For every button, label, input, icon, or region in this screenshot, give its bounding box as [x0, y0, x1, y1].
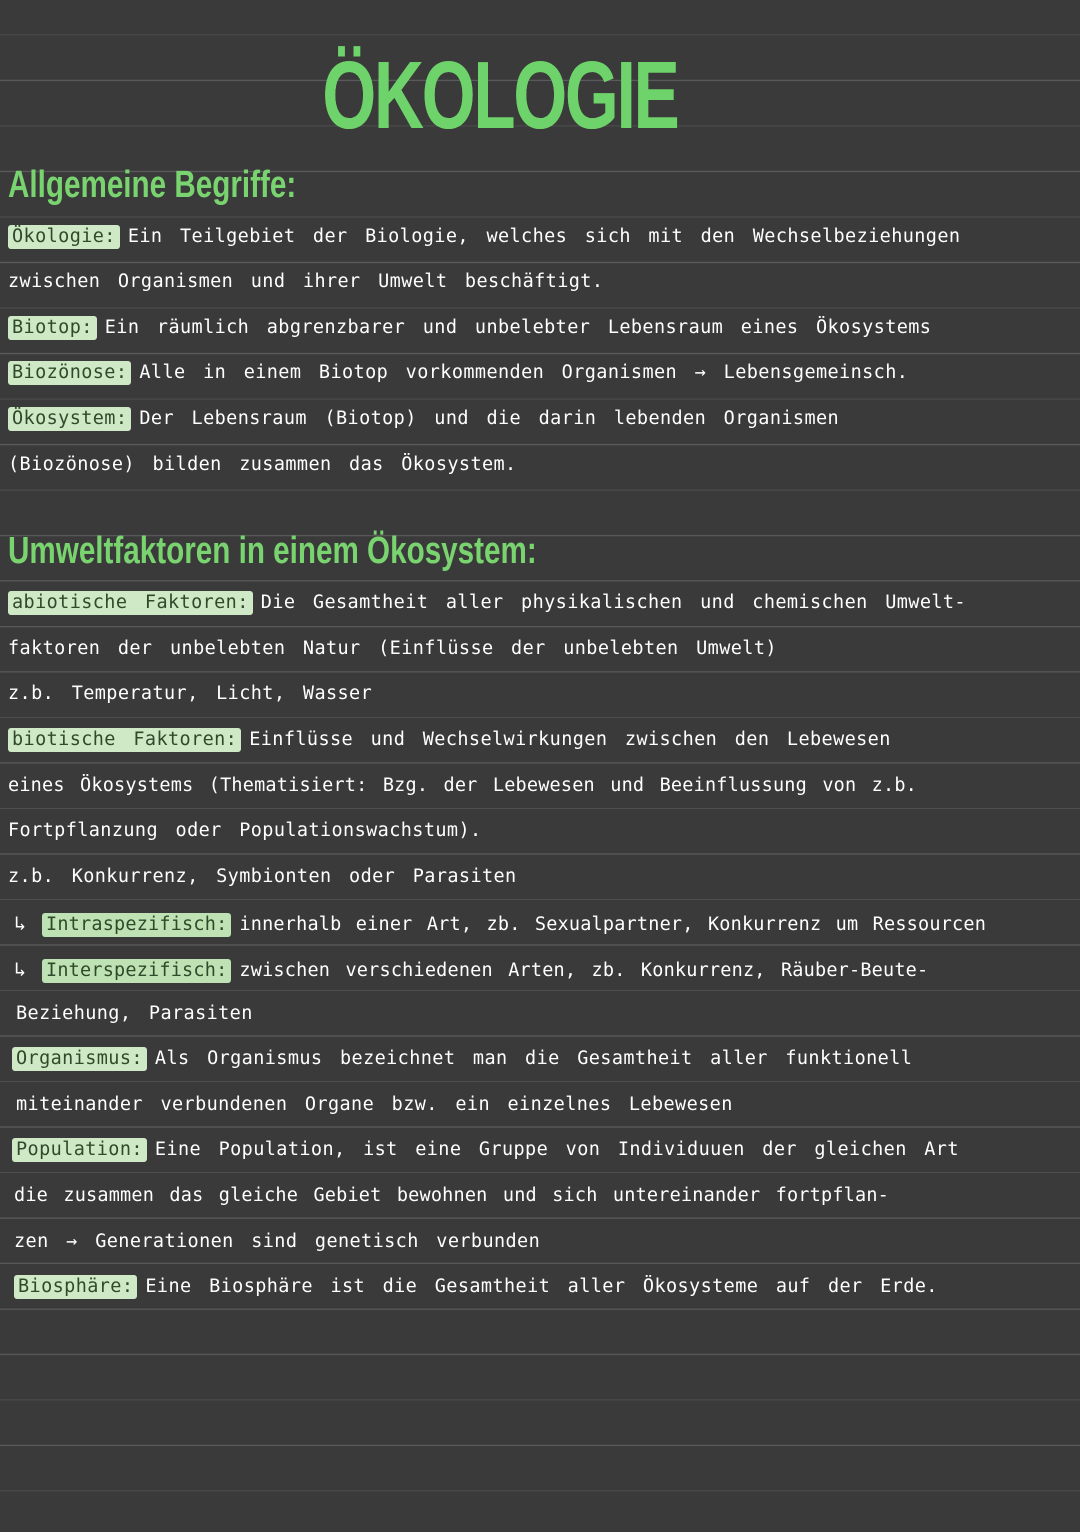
term-organismus: Organismus: [12, 1047, 147, 1071]
definition-text: Ein Teilgebiet der Biologie, welches sich mit den Wechselbeziehungen [127, 226, 961, 247]
term-biotische-faktoren: biotische Faktoren: [8, 728, 241, 752]
sub-arrow-icon: ↳ [14, 957, 27, 981]
definition-text: die zusammen das gleiche Gebiet bewohnen und sich untereinander fortpflan- [14, 1185, 890, 1206]
page-title: ÖKOLOGIE [322, 42, 678, 149]
definition-text: Ein räumlich abgrenzbarer und unbelebter Lebensraum eines Ökosystems [104, 317, 932, 338]
heading-allgemeine-begriffe: Allgemeine Begriffe: [8, 164, 297, 206]
term-population: Population: [12, 1138, 147, 1162]
definition-organismus-line-1 [12, 1050, 1066, 1069]
definition-population-line-3 [14, 1233, 1066, 1252]
definition-population-line-2 [14, 1187, 1066, 1206]
definition-text: Als Organismus bezeichnet man die Gesamtheit aller funktionell [154, 1048, 913, 1069]
definition-text: eines Ökosystems (Thematisiert: Bzg. der Lebewesen und Beeinflussung von z.b. [8, 775, 918, 796]
definition-text: zwischen verschiedenen Arten, zb. Konkurrenz, Räuber-Beute- [239, 960, 929, 981]
definition-population-line-1 [12, 1141, 1066, 1160]
term-intraspezifisch: Intraspezifisch: [42, 913, 231, 937]
example-text: z.b. Temperatur, Licht, Wasser [8, 683, 373, 704]
definition-text: Eine Population, ist eine Gruppe von Individuuen der gleichen Art [154, 1139, 959, 1160]
definition-biotisch-line-1 [8, 731, 1066, 750]
definition-interspezifisch-line-2 [16, 1005, 1066, 1024]
definition-text: Fortpflanzung oder Populationswachstum). [8, 820, 482, 841]
definition-text: zen → Generationen sind genetisch verbunden [14, 1231, 541, 1252]
definition-biotop [8, 319, 1066, 338]
term-oekologie: Ökologie: [8, 225, 120, 249]
definition-biotisch-line-4 [8, 868, 1066, 887]
term-abiotische-faktoren: abiotische Faktoren: [8, 591, 253, 615]
definition-biosphaere [14, 1278, 1066, 1297]
definition-text: Alle in einem Biotop vorkommenden Organismen → Lebensgemeinsch. [139, 362, 909, 383]
definition-text: Der Lebensraum (Biotop) und die darin lebenden Organismen [139, 408, 840, 429]
definition-text: miteinander verbundenen Organe bzw. ein einzelnes Lebewesen [16, 1094, 733, 1115]
definition-organismus-line-2 [16, 1096, 1066, 1115]
definition-interspezifisch-line-1 [14, 959, 1066, 981]
definition-text: Eine Biosphäre ist die Gesamtheit aller Ökosysteme auf der Erde. [145, 1276, 938, 1297]
definition-oekologie-line-2 [8, 273, 1066, 292]
term-biotop: Biotop: [8, 316, 97, 340]
definition-text: faktoren der unbelebten Natur (Einflüsse der unbelebten Umwelt) [8, 638, 777, 659]
definition-text: zwischen Organismen und ihrer Umwelt beschäftigt. [8, 271, 604, 292]
definition-abiotisch-line-3 [8, 685, 1066, 704]
definition-text: (Biozönose) bilden zusammen das Ökosystem. [8, 454, 517, 475]
definition-oekosystem-line-2 [8, 456, 1066, 475]
definition-oekologie-line-1 [8, 228, 1066, 247]
definition-text: Einflüsse und Wechselwirkungen zwischen den Lebewesen [249, 729, 891, 750]
term-biozoenose: Biozönose: [8, 361, 131, 385]
definition-biozoenose [8, 364, 1066, 383]
definition-text: Beziehung, Parasiten [16, 1003, 253, 1024]
definition-intraspezifisch [14, 913, 1066, 935]
term-biosphaere: Biosphäre: [14, 1275, 137, 1299]
definition-abiotisch-line-2 [8, 640, 1066, 659]
definition-biotisch-line-2 [8, 777, 1066, 796]
term-interspezifisch: Interspezifisch: [42, 959, 231, 983]
example-text: z.b. Konkurrenz, Symbionten oder Parasiten [8, 866, 517, 887]
definition-text: innerhalb einer Art, zb. Sexualpartner, Konkurrenz um Ressourcen [239, 914, 987, 935]
heading-umweltfaktoren: Umweltfaktoren in einem Ökosystem: [8, 530, 537, 572]
term-oekosystem: Ökosystem: [8, 407, 131, 431]
sub-arrow-icon: ↳ [14, 911, 27, 935]
definition-biotisch-line-3 [8, 822, 1066, 841]
definition-abiotisch-line-1 [8, 594, 1066, 613]
definition-oekosystem-line-1 [8, 410, 1066, 429]
definition-text: Die Gesamtheit aller physikalischen und chemischen Umwelt- [260, 592, 966, 613]
